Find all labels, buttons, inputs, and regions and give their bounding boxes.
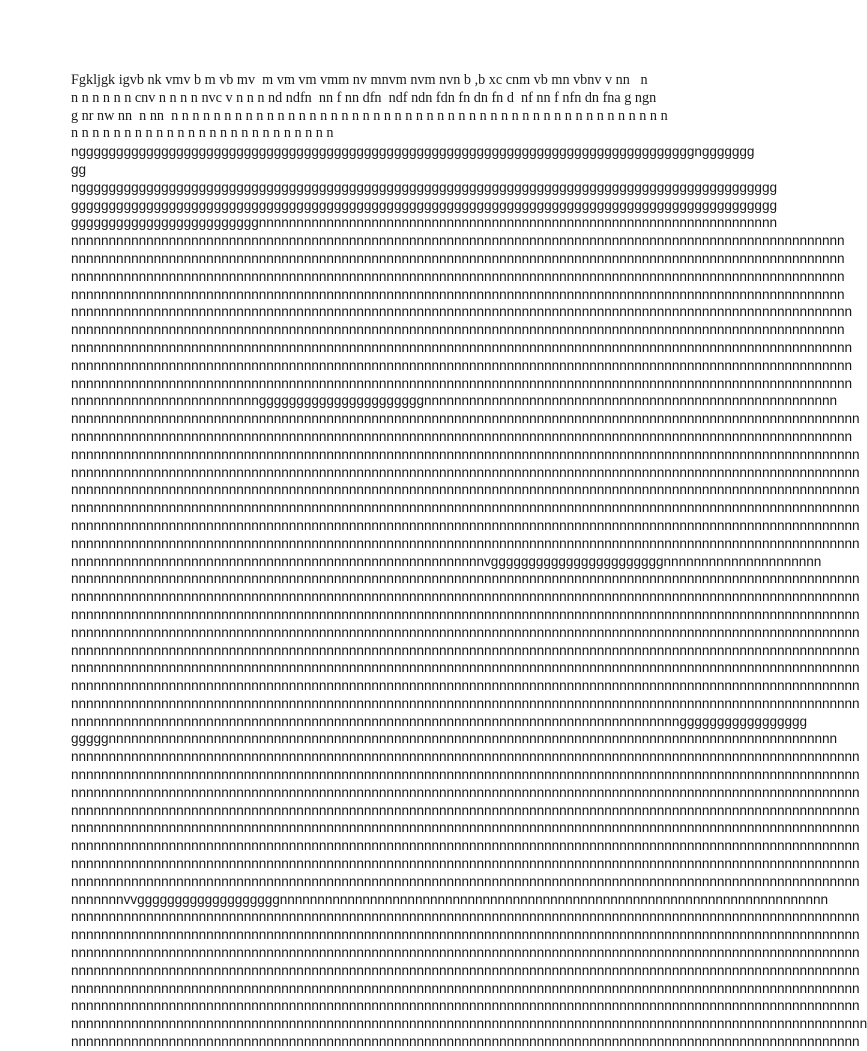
text-line: gggggggggggggggggggggggggnnnnnnnnnnnnnnnnnnnnnnnnnnnnnnnnnnnnnnnnnnnnnnnnnnnnnnnnnnnnnnnnnnnnn xyxy=(71,215,777,231)
text-line: g nr nw nn n nn n n n n n n n n n n n n n n n n n n n n n n n n n n n n n n n n n n n n n n n n n n n n n n n xyxy=(71,107,668,124)
text-line: nnnnnnnnnnnnnnnnnnnnnnnnnnnnnnnnnnnnnnnnnnnnnnnnnnnnnnnnnnnnnnnnnnnnnnnnnnnnnnnnnnnnnnnnnnnnnnnnnnnnnnnnn xyxy=(71,660,860,676)
text-line: nnnnnnnnnnnnnnnnnnnnnnnnnnnnnnnnnnnnnnnnnnnnnnnnnnnnnnnnnnnnnnnnnnnnnnnnnnnnnnnnnnnnnnnnnnnnnnnnnnnnnnnnn xyxy=(71,411,860,427)
text-line: nnnnnnnnnnnnnnnnnnnnnnnnnnnnnnnnnnnnnnnnnnnnnnnnnnnnnnnnnnnnnnnnnnnnnnnnnnnnnnnnnggggggggggggggggg xyxy=(71,713,808,729)
text-line: nnnnnnnnnnnnnnnnnnnnnnnnnnnnnnnnnnnnnnnnnnnnnnnnnnnnnnnnnnnnnnnnnnnnnnnnnnnnnnnnnnnnnnnnnnnnnnnnnnnnnnnnn xyxy=(71,500,860,516)
text-line: nnnnnnnnnnnnnnnnnnnnnnnnnnnnnnnnnnnnnnnnnnnnnnnnnnnnnnnnnnnnnnnnnnnnnnnnnnnnnnnnnnnnnnnnnnnnnnnnnnnnnnnnn xyxy=(71,695,860,711)
text-line: n n n n n n cnv n n n n nvc v n n n nd ndfn nn f nn dfn ndf ndn fdn fn dn fn d nf nn f nfn dn fna g ngn xyxy=(71,89,657,106)
text-line: nnnnnnnnnnnnnnnnnnnnnnnnnnnnnnnnnnnnnnnnnnnnnnnnnnnnnnnnnnnnnnnnnnnnnnnnnnnnnnnnnnnnnnnnnnnnnnnnnnnnnnn xyxy=(71,286,845,302)
text-line: nnnnnnnnnnnnnnnnnnnnnnnnnnnnnnnnnnnnnnnnnnnnnnnnnnnnnnnnnnnnnnnnnnnnnnnnnnnnnnnnnnnnnnnnnnnnnnnnnnnnnnnnn xyxy=(71,945,860,961)
text-line: nnnnnnnnnnnnnnnnnnnnnnnnnnnnnnnnnnnnnnnnnnnnnnnnnnnnnnnnnnnnnnnnnnnnnnnnnnnnnnnnnnnnnnnnnnnnnnnnnnnnnnnnn xyxy=(71,784,860,800)
text-line: nggggggggggggggggggggggggggggggggggggggggggggggggggggggggggggggggggggggggggggggggggggggggggggg xyxy=(71,179,777,195)
text-line: nnnnnnnnnnnnnnnnnnnnnnnnnggggggggggggggggggggggnnnnnnnnnnnnnnnnnnnnnnnnnnnnnnnnnnnnnnnnnnnnnnnnnnnnnnn xyxy=(71,393,838,409)
text-line: nnnnnnnnnnnnnnnnnnnnnnnnnnnnnnnnnnnnnnnnnnnnnnnnnnnnnnnnnnnnnnnnnnnnnnnnnnnnnnnnnnnnnnnnnnnnnnnnnnnnnnnnn xyxy=(71,642,860,658)
text-line: nnnnnnnnnnnnnnnnnnnnnnnnnnnnnnnnnnnnnnnnnnnnnnnnnnnnnnnnnnnnnnnnnnnnnnnnnnnnnnnnnnnnnnnnnnnnnnnnnnnnnnn xyxy=(71,322,845,338)
text-line: nnnnnnnnnnnnnnnnnnnnnnnnnnnnnnnnnnnnnnnnnnnnnnnnnnnnnnnnnnnnnnnnnnnnnnnnnnnnnnnnnnnnnnnnnnnnnnnnnnnnnnnn xyxy=(71,339,853,355)
text-line: nnnnnnnvvgggggggggggggggggggnnnnnnnnnnnnnnnnnnnnnnnnnnnnnnnnnnnnnnnnnnnnnnnnnnnnnnnnnnnnnnnnnnnnnnnnn xyxy=(71,891,829,907)
text-line: nnnnnnnnnnnnnnnnnnnnnnnnnnnnnnnnnnnnnnnnnnnnnnnnnnnnnnnnnnnnnnnnnnnnnnnnnnnnnnnnnnnnnnnnnnnnnnnnnnnnnnn xyxy=(71,250,845,266)
text-line: gggggggggggggggggggggggggggggggggggggggggggggggggggggggggggggggggggggggggggggggggggggggggggggg xyxy=(71,197,777,213)
text-line: nnnnnnnnnnnnnnnnnnnnnnnnnnnnnnnnnnnnnnnnnnnnnnnnnnnnnnnnnnnnnnnnnnnnnnnnnnnnnnnnnnnnnnnnnnnnnnnnnnnnnnnnn xyxy=(71,589,860,605)
text-line: Fgkljgk igvb nk vmv b m vb mv m vm vm vmm nv mnvm nvm nvn b ,b xc cnm vb mn vbnv v nn n xyxy=(71,72,648,88)
text-line: nnnnnnnnnnnnnnnnnnnnnnnnnnnnnnnnnnnnnnnnnnnnnnnnnnnnnnnnnnnnnnnnnnnnnnnnnnnnnnnnnnnnnnnnnnnnnnnnnnnnnnnnn xyxy=(71,820,860,836)
text-line: gg xyxy=(71,161,87,177)
text-line: nnnnnnnnnnnnnnnnnnnnnnnnnnnnnnnnnnnnnnnnnnnnnnnnnnnnnnnnnnnnnnnnnnnnnnnnnnnnnnnnnnnnnnnnnnnnnnnnnnnnnnnnn xyxy=(71,749,860,765)
text-line: nggggggggggggggggggggggggggggggggggggggggggggggggggggggggggggggggggggggggggggggggggnggggggg xyxy=(71,144,755,160)
document-body xyxy=(71,72,867,1051)
text-line: nnnnnnnnnnnnnnnnnnnnnnnnnnnnnnnnnnnnnnnnnnnnnnnnnnnnnnnnnnnnnnnnnnnnnnnnnnnnnnnnnnnnnnnnnnnnnnnnnnnnnnnnn xyxy=(71,678,860,694)
paragraph-1 xyxy=(71,72,699,143)
text-line: nnnnnnnnnnnnnnnnnnnnnnnnnnnnnnnnnnnnnnnnnnnnnnnnnnnnnnnnnnnnnnnnnnnnnnnnnnnnnnnnnnnnnnnnnnnnnnnnnnnnnnnnn xyxy=(71,464,860,480)
text-line: nnnnnnnnnnnnnnnnnnnnnnnnnnnnnnnnnnnnnnnnnnnnnnnnnnnnnnnnnnnnnnnnnnnnnnnnnnnnnnnnnnnnnnnnnnnnnnnnnnnnnnnn xyxy=(71,304,853,320)
text-line: nnnnnnnnnnnnnnnnnnnnnnnnnnnnnnnnnnnnnnnnnnnnnnnnnnnnnnnnnnnnnnnnnnnnnnnnnnnnnnnnnnnnnnnnnnnnnnnnnnnnnnnnn xyxy=(71,962,860,978)
text-line: nnnnnnnnnnnnnnnnnnnnnnnnnnnnnnnnnnnnnnnnnnnnnnnnnnnnnnnnnnnnnnnnnnnnnnnnnnnnnnnnnnnnnnnnnnnnnnnnnnnnnnnnn xyxy=(71,1034,860,1050)
text-line: nnnnnnnnnnnnnnnnnnnnnnnnnnnnnnnnnnnnnnnnnnnnnnnnnnnnnnnnnnnnnnnnnnnnnnnnnnnnnnnnnnnnnnnnnnnnnnnnnnnnnnnnn xyxy=(71,571,860,587)
text-line: nnnnnnnnnnnnnnnnnnnnnnnnnnnnnnnnnnnnnnnnnnnnnnnnnnnnnnnnnnnnnnnnnnnnnnnnnnnnnnnnnnnnnnnnnnnnnnnnnnnnnnnnn xyxy=(71,802,860,818)
text-line: nnnnnnnnnnnnnnnnnnnnnnnnnnnnnnnnnnnnnnnnnnnnnnnnnnnnnnnnnnnnnnnnnnnnnnnnnnnnnnnnnnnnnnnnnnnnnnnnnnnnnnn xyxy=(71,233,845,249)
text-line: nnnnnnnnnnnnnnnnnnnnnnnnnnnnnnnnnnnnnnnnnnnnnnnnnnnnnnnnnnnnnnnnnnnnnnnnnnnnnnnnnnnnnnnnnnnnnnnnnnnnnnnn xyxy=(71,357,853,373)
text-line: nnnnnnnnnnnnnnnnnnnnnnnnnnnnnnnnnnnnnnnnnnnnnnnnnnnnnnnnnnnnnnnnnnnnnnnnnnnnnnnnnnnnnnnnnnnnnnnnnnnnnnnnn xyxy=(71,624,860,640)
text-line: nnnnnnnnnnnnnnnnnnnnnnnnnnnnnnnnnnnnnnnnnnnnnnnnnnnnnnnnnnnnnnnnnnnnnnnnnnnnnnnnnnnnnnnnnnnnnnnnnnnnnnnnn xyxy=(71,909,860,925)
text-line: n n n n n n n n n n n n n n n n n n n n n n n n n xyxy=(71,125,334,142)
text-line: nnnnnnnnnnnnnnnnnnnnnnnnnnnnnnnnnnnnnnnnnnnnnnnnnnnnnnnvgggggggggggggggggggggggnnnnnnnnnnnnnnnnnnnnn xyxy=(71,553,822,569)
text-line: gggggnnnnnnnnnnnnnnnnnnnnnnnnnnnnnnnnnnnnnnnnnnnnnnnnnnnnnnnnnnnnnnnnnnnnnnnnnnnnnnnnnnnnnnnnnnnnnnnnn xyxy=(71,731,838,747)
text-line: nnnnnnnnnnnnnnnnnnnnnnnnnnnnnnnnnnnnnnnnnnnnnnnnnnnnnnnnnnnnnnnnnnnnnnnnnnnnnnnnnnnnnnnnnnnnnnnnnnnnnnnnn xyxy=(71,873,860,889)
text-line: nnnnnnnnnnnnnnnnnnnnnnnnnnnnnnnnnnnnnnnnnnnnnnnnnnnnnnnnnnnnnnnnnnnnnnnnnnnnnnnnnnnnnnnnnnnnnnnnnnnnnnnnn xyxy=(71,517,860,533)
text-line: nnnnnnnnnnnnnnnnnnnnnnnnnnnnnnnnnnnnnnnnnnnnnnnnnnnnnnnnnnnnnnnnnnnnnnnnnnnnnnnnnnnnnnnnnnnnnnnnnnnnnnnnn xyxy=(71,606,860,622)
text-line: nnnnnnnnnnnnnnnnnnnnnnnnnnnnnnnnnnnnnnnnnnnnnnnnnnnnnnnnnnnnnnnnnnnnnnnnnnnnnnnnnnnnnnnnnnnnnnnnnnnnnnnnn xyxy=(71,856,860,872)
paragraph-2 xyxy=(71,143,867,1051)
text-line: nnnnnnnnnnnnnnnnnnnnnnnnnnnnnnnnnnnnnnnnnnnnnnnnnnnnnnnnnnnnnnnnnnnnnnnnnnnnnnnnnnnnnnnnnnnnnnnnnnnnnnn xyxy=(71,268,845,284)
text-line: nnnnnnnnnnnnnnnnnnnnnnnnnnnnnnnnnnnnnnnnnnnnnnnnnnnnnnnnnnnnnnnnnnnnnnnnnnnnnnnnnnnnnnnnnnnnnnnnnnnnnnnnn xyxy=(71,998,860,1014)
text-line: nnnnnnnnnnnnnnnnnnnnnnnnnnnnnnnnnnnnnnnnnnnnnnnnnnnnnnnnnnnnnnnnnnnnnnnnnnnnnnnnnnnnnnnnnnnnnnnnnnnnnnnnn xyxy=(71,482,860,498)
text-line: nnnnnnnnnnnnnnnnnnnnnnnnnnnnnnnnnnnnnnnnnnnnnnnnnnnnnnnnnnnnnnnnnnnnnnnnnnnnnnnnnnnnnnnnnnnnnnnnnnnnnnnnn xyxy=(71,767,860,783)
text-line: nnnnnnnnnnnnnnnnnnnnnnnnnnnnnnnnnnnnnnnnnnnnnnnnnnnnnnnnnnnnnnnnnnnnnnnnnnnnnnnnnnnnnnnnnnnnnnnnnnnnnnnn xyxy=(71,428,853,444)
text-line: nnnnnnnnnnnnnnnnnnnnnnnnnnnnnnnnnnnnnnnnnnnnnnnnnnnnnnnnnnnnnnnnnnnnnnnnnnnnnnnnnnnnnnnnnnnnnnnnnnnnnnnnnn xyxy=(71,1016,867,1032)
text-line: nnnnnnnnnnnnnnnnnnnnnnnnnnnnnnnnnnnnnnnnnnnnnnnnnnnnnnnnnnnnnnnnnnnnnnnnnnnnnnnnnnnnnnnnnnnnnnnnnnnnnnnnn xyxy=(71,980,860,996)
text-line: nnnnnnnnnnnnnnnnnnnnnnnnnnnnnnnnnnnnnnnnnnnnnnnnnnnnnnnnnnnnnnnnnnnnnnnnnnnnnnnnnnnnnnnnnnnnnnnnnnnnnnnn xyxy=(71,375,853,391)
text-line: nnnnnnnnnnnnnnnnnnnnnnnnnnnnnnnnnnnnnnnnnnnnnnnnnnnnnnnnnnnnnnnnnnnnnnnnnnnnnnnnnnnnnnnnnnnnnnnnnnnnnnnnn xyxy=(71,838,860,854)
text-line: nnnnnnnnnnnnnnnnnnnnnnnnnnnnnnnnnnnnnnnnnnnnnnnnnnnnnnnnnnnnnnnnnnnnnnnnnnnnnnnnnnnnnnnnnnnnnnnnnnnnnnnnn xyxy=(71,535,860,551)
text-line: nnnnnnnnnnnnnnnnnnnnnnnnnnnnnnnnnnnnnnnnnnnnnnnnnnnnnnnnnnnnnnnnnnnnnnnnnnnnnnnnnnnnnnnnnnnnnnnnnnnnnnnnn xyxy=(71,927,860,943)
text-line: nnnnnnnnnnnnnnnnnnnnnnnnnnnnnnnnnnnnnnnnnnnnnnnnnnnnnnnnnnnnnnnnnnnnnnnnnnnnnnnnnnnnnnnnnnnnnnnnnnnnnnnnn xyxy=(71,446,860,462)
